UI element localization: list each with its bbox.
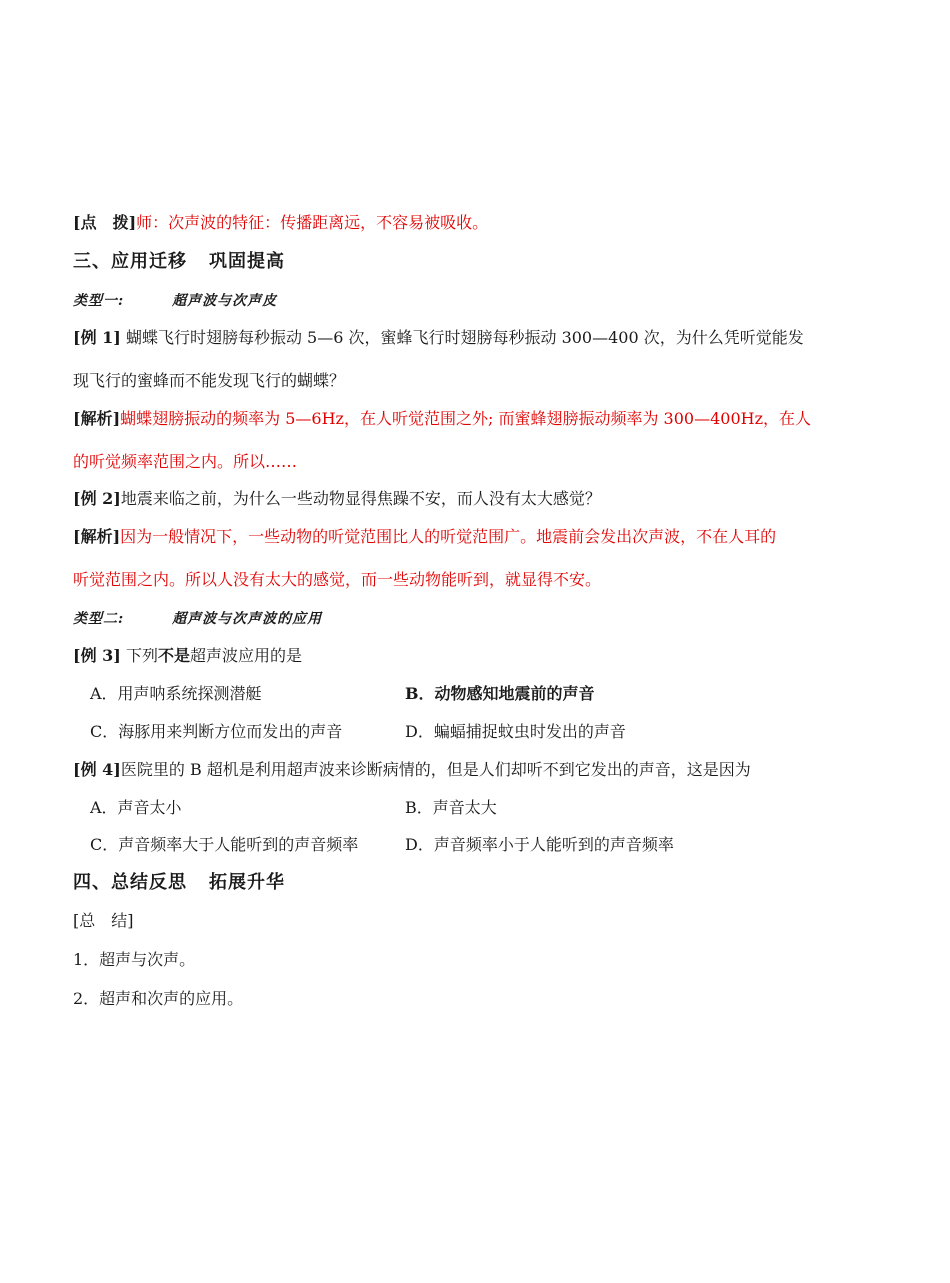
- example2-analysis-line2: [73, 570, 601, 590]
- summary-label: [73, 911, 134, 931]
- example4-option-c: C．声音频率大于人能听到的声音频率: [90, 835, 359, 854]
- example3-tag: [例 3]: [73, 646, 121, 665]
- type2-title: 超声波与次声波的应用: [172, 611, 323, 627]
- section4-title-a: 四、总结反思: [73, 872, 187, 893]
- example3-option-d: D．蝙蝠捕捉蚊虫时发出的声音: [405, 722, 626, 741]
- example1-question-line2: [73, 371, 345, 391]
- example2-text: 地震来临之前，为什么一些动物显得焦躁不安，而人没有太大感觉？: [120, 489, 601, 508]
- type1-label: 类型一:: [73, 293, 125, 309]
- example1-analysis-line1-text: 蝴蝶翅膀振动的频率为 5—6Hz，在人听觉范围之外; 而蜜蜂翅膀振动频率为 300—400Hz，在人: [120, 409, 812, 428]
- example1-analysis-tag: [解析]: [73, 409, 121, 428]
- example4-option-a: A．声音太小: [90, 798, 182, 817]
- summary-item-2: [73, 989, 243, 1009]
- example3-text-before: 下列: [125, 646, 158, 665]
- type2-heading: [73, 609, 322, 629]
- example3-option-b: B．动物感知地震前的声音: [405, 684, 595, 703]
- example3-question: [73, 646, 302, 666]
- example1-analysis-line1: [73, 409, 811, 429]
- example1-question-line1: [73, 328, 804, 348]
- type1-title: 超声波与次声皮: [172, 293, 278, 309]
- example2-analysis-tag: [解析]: [73, 527, 121, 546]
- example1-tag: [例 1]: [73, 328, 121, 347]
- dianbo-text: 师：次声波的特征：传播距离远，不容易被吸收。: [136, 213, 489, 232]
- section3-heading: [73, 251, 285, 273]
- type2-label: 类型二:: [73, 611, 125, 627]
- example2-analysis-line2-text: 听觉范围之内。所以人没有太大的感觉，而一些动物能听到，就显得不安。: [73, 570, 602, 589]
- example3-text-after: 超声波应用的是: [189, 646, 302, 665]
- dianbo-label: [点 拨]: [73, 213, 137, 232]
- summary-label-text: [总 结]: [73, 911, 134, 930]
- summary-item-1: [73, 950, 195, 970]
- example1-analysis-line2-text: 的听觉频率范围之内。所以……: [73, 452, 298, 471]
- example4-option-b: B．声音太大: [405, 798, 497, 817]
- section3-title-b: 巩固提高: [209, 251, 285, 272]
- example3-option-a: A．用声呐系统探测潜艇: [90, 684, 262, 703]
- example4-text: 医院里的 B 超机是利用超声波来诊断病情的，但是人们却听不到它发出的声音，这是因为: [120, 760, 751, 779]
- example1-text-line1: 蝴蝶飞行时翅膀每秒振动 5—6 次，蜜蜂飞行时翅膀每秒振动 300—400 次，为什么凭听觉能发: [125, 328, 804, 347]
- dianbo-line: [73, 213, 488, 233]
- section4-title-b: 拓展升华: [209, 872, 285, 893]
- summary-item-2-text: 2．超声和次声的应用。: [73, 989, 244, 1008]
- example3-text-bold: 不是: [157, 646, 190, 665]
- type1-heading: [73, 291, 277, 311]
- example4-option-d: D．声音频率小于人能听到的声音频率: [405, 835, 674, 854]
- summary-item-1-text: 1．超声与次声。: [73, 950, 196, 969]
- example1-text-line2: 现飞行的蜜蜂而不能发现飞行的蝴蝶？: [73, 371, 346, 390]
- example2-analysis-line1: [73, 527, 776, 547]
- example2-analysis-line1-text: 因为一般情况下，一些动物的听觉范围比人的听觉范围广。地震前会发出次声波，不在人耳的: [120, 527, 777, 546]
- section3-title-a: 三、应用迁移: [73, 251, 187, 272]
- example4-question: [73, 760, 751, 780]
- example2-question: [73, 489, 601, 509]
- example2-tag: [例 2]: [73, 489, 121, 508]
- example1-analysis-line2: [73, 452, 297, 472]
- example3-option-c: C．海豚用来判断方位而发出的声音: [90, 722, 343, 741]
- example4-tag: [例 4]: [73, 760, 121, 779]
- section4-heading: [73, 872, 285, 894]
